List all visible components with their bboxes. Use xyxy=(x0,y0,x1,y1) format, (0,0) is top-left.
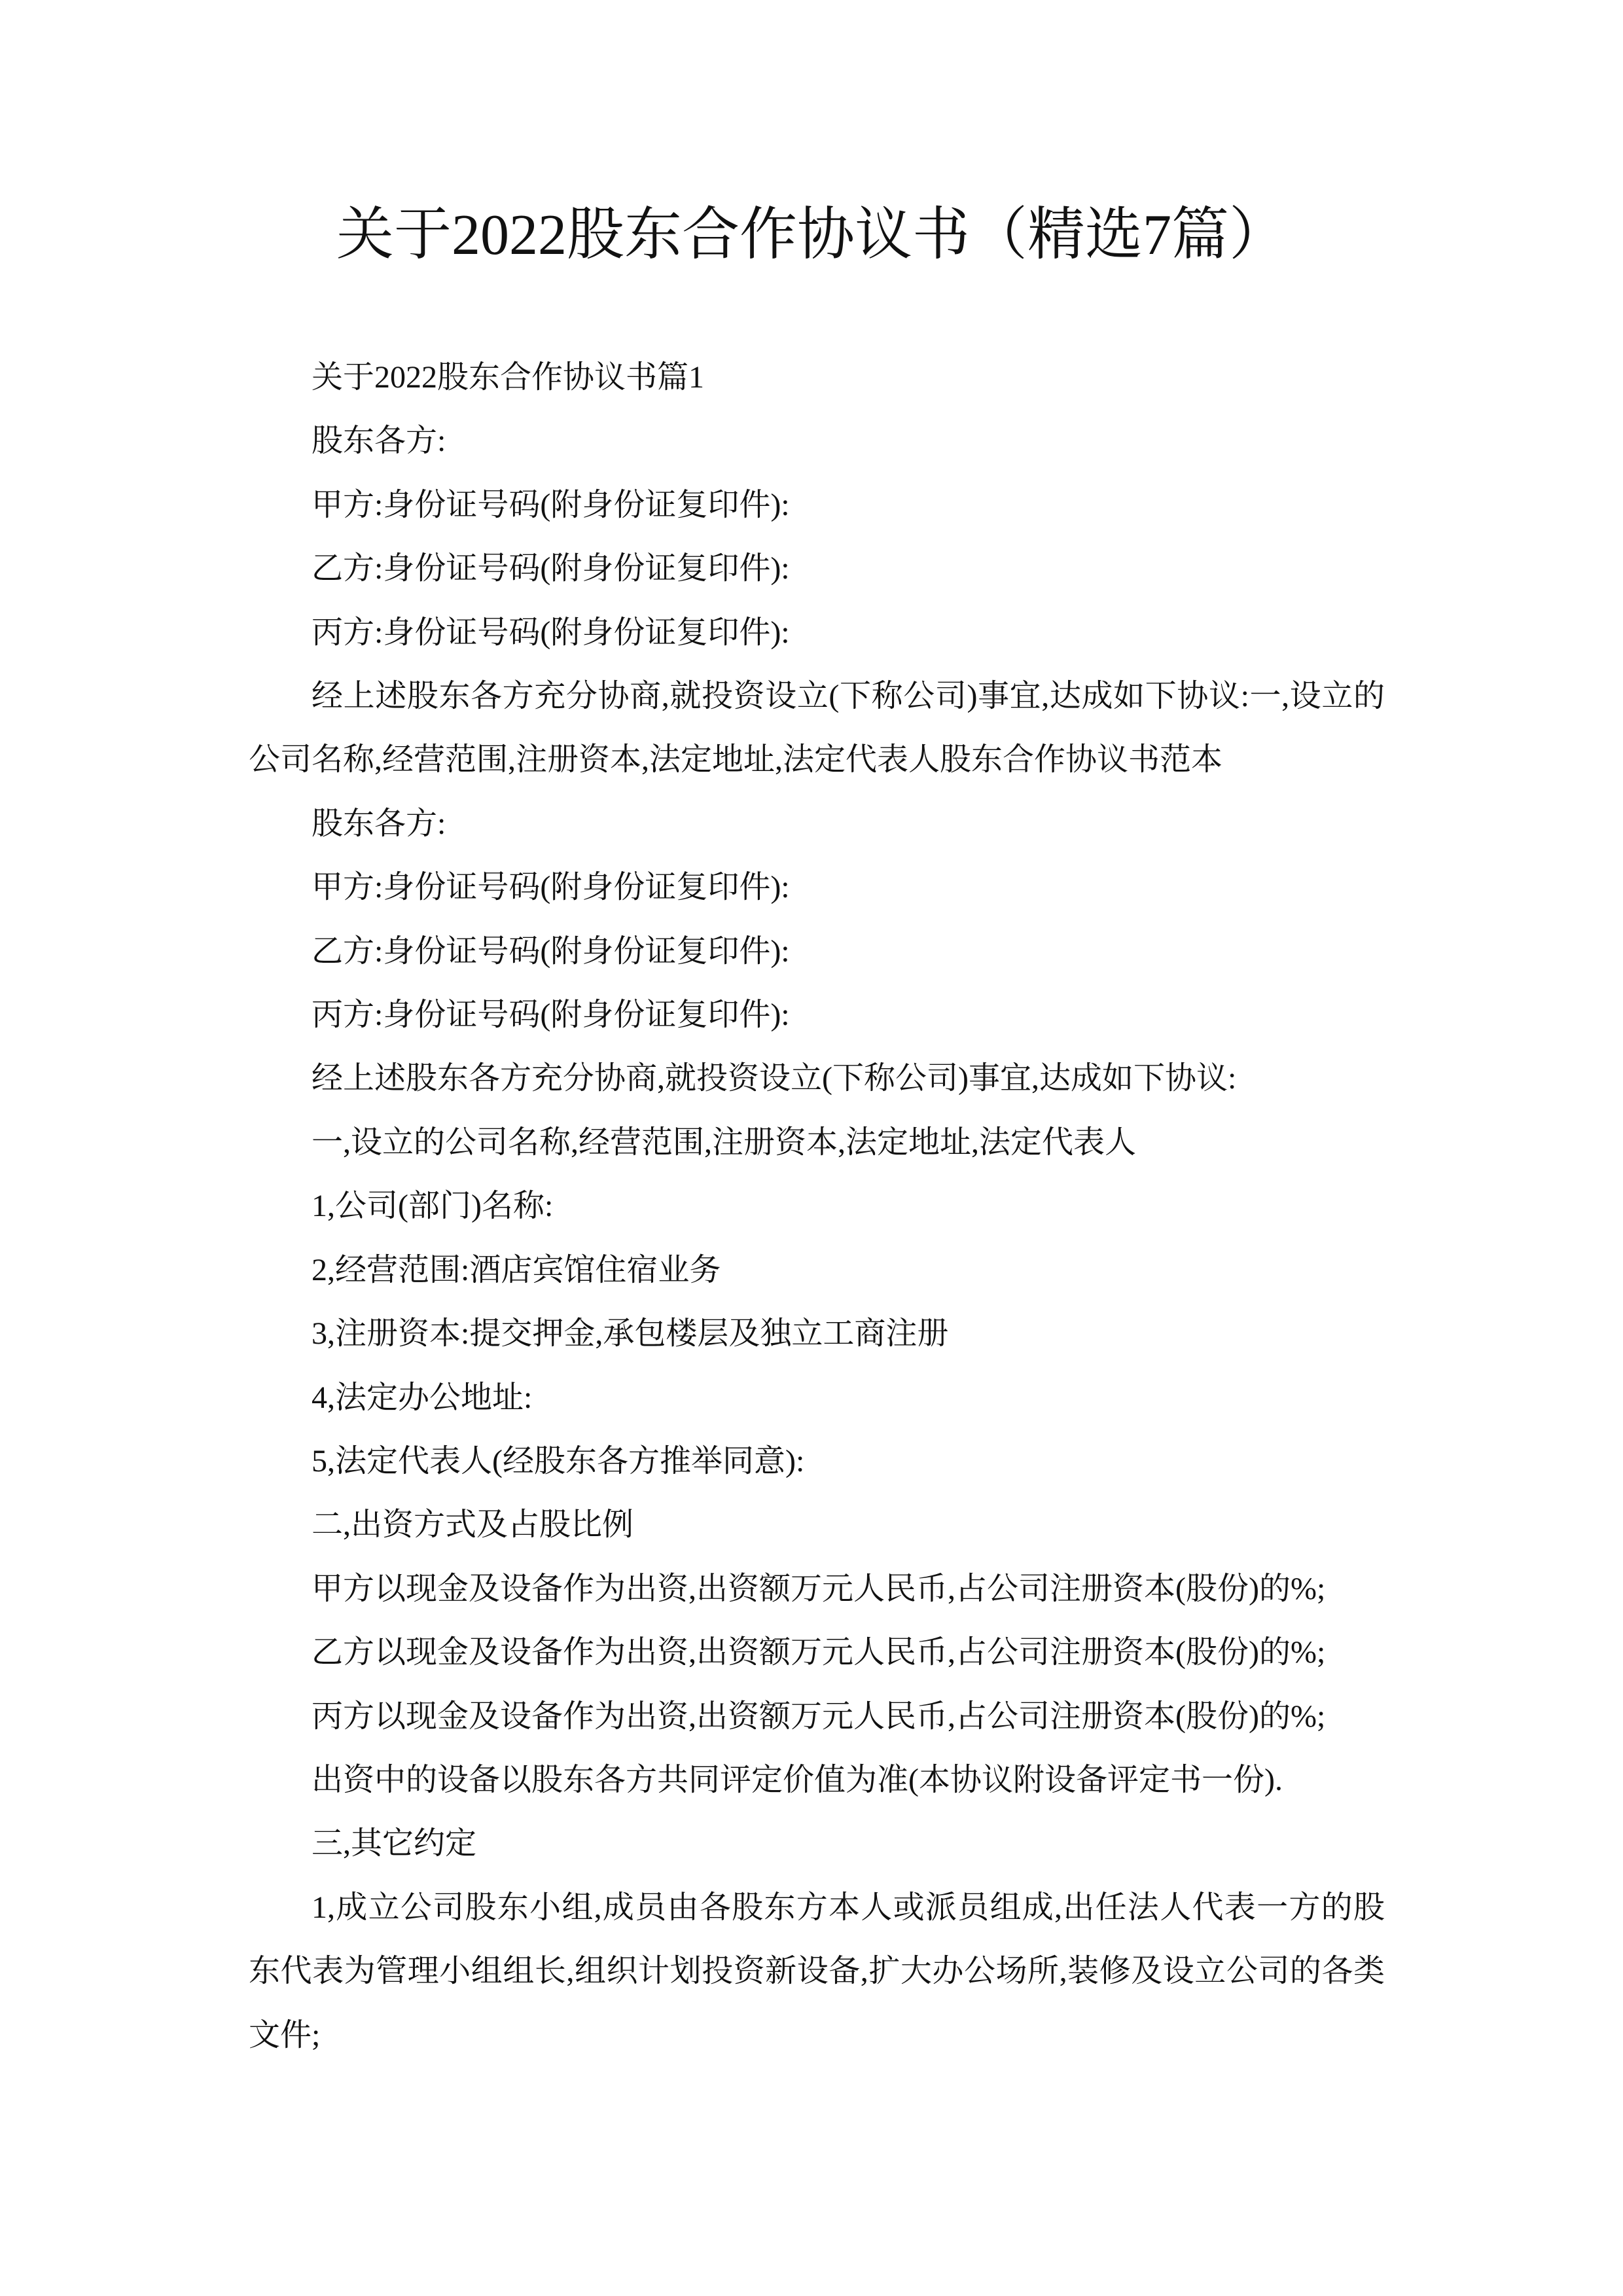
paragraph: 乙方:身份证号码(附身份证复印件): xyxy=(312,933,790,969)
paragraph: 1,公司(部门)名称: xyxy=(312,1189,554,1224)
paragraph: 股东各方: xyxy=(312,806,446,841)
paragraph: 关于2022股东合作协议书篇1 xyxy=(312,360,705,395)
paragraph: 5,法定代表人(经股东各方推举同意): xyxy=(312,1443,805,1479)
paragraph: 甲方:身份证号码(附身份证复印件): xyxy=(312,487,790,522)
document-body xyxy=(249,346,1385,2067)
paragraph: 股东各方: xyxy=(312,423,446,459)
paragraph: 一,设立的公司名称,经营范围,注册资本,法定地址,法定代表人 xyxy=(312,1124,1137,1160)
paragraph: 丙方:身份证号码(附身份证复印件): xyxy=(312,997,790,1033)
paragraph: 二,出资方式及占股比例 xyxy=(312,1507,634,1543)
paragraph: 丙方以现金及设备作为出资,出资额万元人民币,占公司注册资本(股份)的%; xyxy=(312,1698,1326,1734)
paragraph: 甲方以现金及设备作为出资,出资额万元人民币,占公司注册资本(股份)的%; xyxy=(312,1571,1326,1606)
paragraph: 乙方以现金及设备作为出资,出资额万元人民币,占公司注册资本(股份)的%; xyxy=(312,1635,1326,1670)
paragraph: 1,成立公司股东小组,成员由各股东方本人或派员组成,出任法人代表一方的股东代表为管理小组组长,组织计划投资新设备,扩大办公场所,装修及设立公司的各类文件; xyxy=(249,1890,1385,2053)
document-title: 关于2022股东合作协议书（精选7篇） xyxy=(336,204,1287,267)
paragraph: 经上述股东各方充分协商,就投资设立(下称公司)事宜,达成如下协议:一,设立的公司名称,经营范围,注册资本,法定地址,法定代表人股东合作协议书范本 xyxy=(249,679,1385,778)
paragraph: 3,注册资本:提交押金,承包楼层及独立工商注册 xyxy=(312,1316,949,1352)
paragraph: 三,其它约定 xyxy=(312,1826,477,1861)
paragraph: 乙方:身份证号码(附身份证复印件): xyxy=(312,551,790,586)
paragraph: 甲方:身份证号码(附身份证复印件): xyxy=(312,870,790,905)
paragraph: 出资中的设备以股东各方共同评定价值为准(本协议附设备评定书一份). xyxy=(312,1762,1283,1797)
paragraph: 4,法定办公地址: xyxy=(312,1380,533,1415)
paragraph: 2,经营范围:酒店宾馆住宿业务 xyxy=(312,1252,721,1287)
paragraph: 经上述股东各方充分协商,就投资设立(下称公司)事宜,达成如下协议: xyxy=(312,1061,1237,1096)
paragraph: 丙方:身份证号码(附身份证复印件): xyxy=(312,615,790,650)
